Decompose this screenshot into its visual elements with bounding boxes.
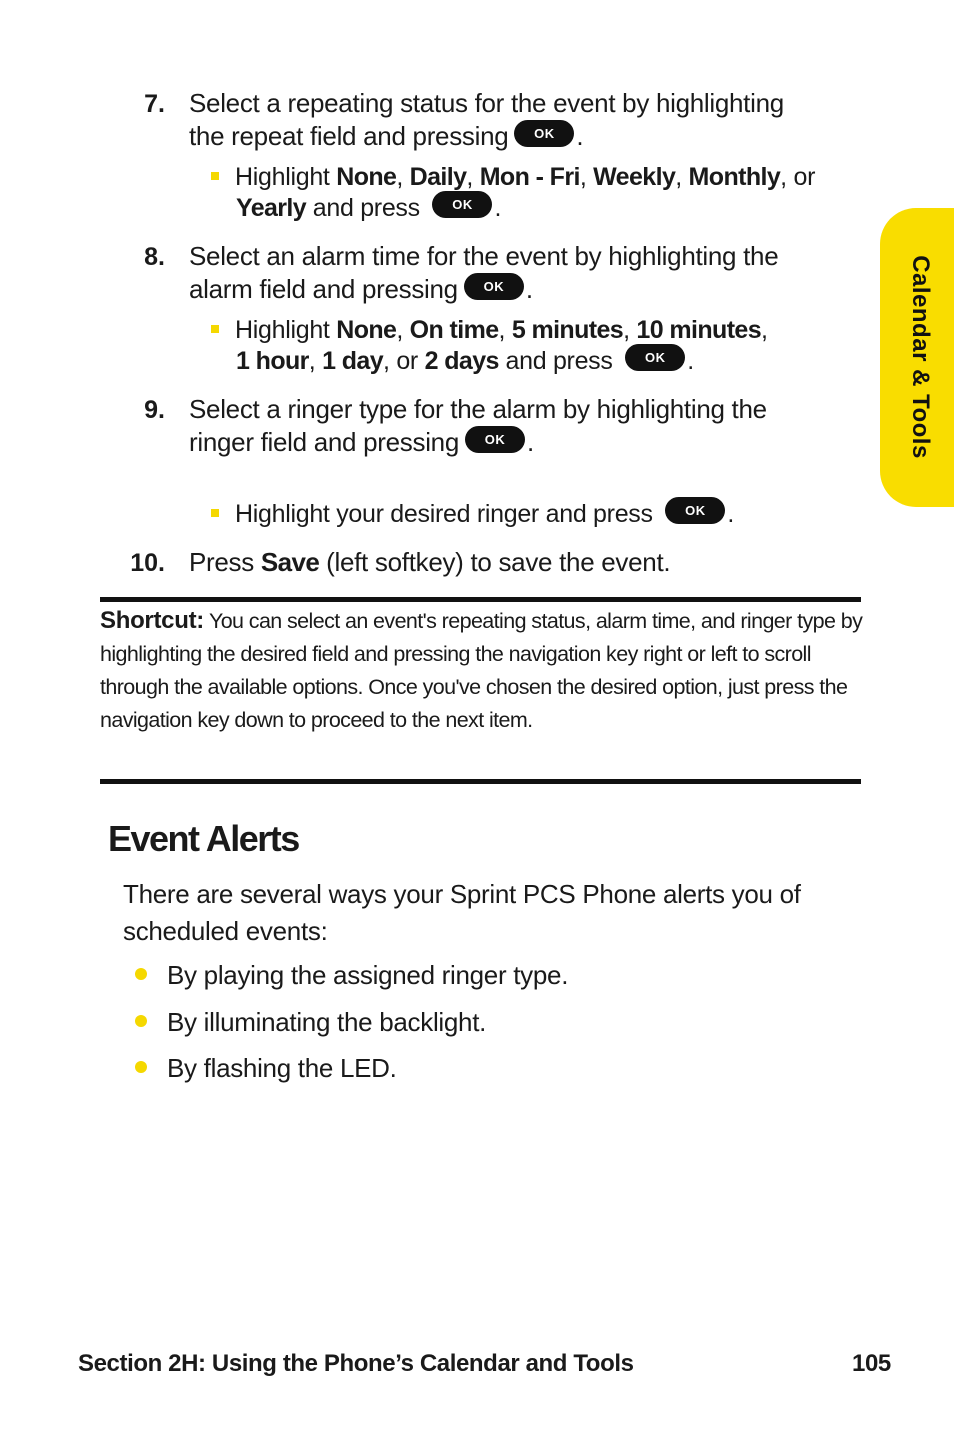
section-heading: Event Alerts xyxy=(108,818,299,859)
step-number: 7. xyxy=(144,90,165,118)
list-item: By illuminating the backlight. xyxy=(135,1007,486,1038)
side-tab xyxy=(880,208,954,507)
step-number: 8. xyxy=(144,243,165,271)
step-number: 10. xyxy=(130,549,165,577)
step-number: 9. xyxy=(144,396,165,424)
ok-key-icon: OK xyxy=(432,191,492,218)
bullet-dot-icon xyxy=(135,968,147,980)
bullet-dot-icon xyxy=(135,1015,147,1027)
ok-key-icon: OK xyxy=(625,344,685,371)
shortcut-text: You can select an event's repeating status, alarm time, and ringer type by highlighting the desired field and pressing the navigation key right or left to scroll through the available options. Once you've chosen the desired option, just press the navigation key down to proceed to the next item. xyxy=(100,609,863,732)
divider-top xyxy=(100,597,861,602)
side-tab-label: Calendar & Tools xyxy=(907,255,934,459)
step-7-line1: Select a repeating status for the event by highlighting xyxy=(189,88,784,118)
shortcut-note xyxy=(100,604,865,737)
square-bullet-icon xyxy=(211,509,219,517)
ok-key-icon: OK xyxy=(665,497,725,524)
square-bullet-icon xyxy=(211,325,219,333)
step-9-line1: Select a ringer type for the alarm by highlighting the xyxy=(189,394,767,424)
ok-key-icon: OK xyxy=(514,120,574,147)
step-7-option-list-cont: Yearly and press OK . xyxy=(236,194,501,223)
step-8-line2: alarm field and pressing OK . xyxy=(189,274,533,304)
step-8-option-list-cont: 1 hour, 1 day, or 2 days and press OK . xyxy=(236,347,694,376)
page-number: 105 xyxy=(852,1350,891,1377)
square-bullet-icon xyxy=(211,172,219,180)
step-7-option-list: Highlight None, Daily, Mon - Fri, Weekly, Monthly, or xyxy=(211,163,815,192)
bullet-dot-icon xyxy=(135,1061,147,1073)
step-9-line2: ringer field and pressing OK . xyxy=(189,427,534,457)
ok-key-icon: OK xyxy=(464,273,524,300)
step-10-text: Press Save (left softkey) to save the event. xyxy=(189,547,671,577)
step-8-line1: Select an alarm time for the event by highlighting the xyxy=(189,241,779,271)
divider-bottom xyxy=(100,779,861,784)
step-8-option-list: Highlight None, On time, 5 minutes, 10 minutes, xyxy=(211,316,768,345)
list-item: By flashing the LED. xyxy=(135,1053,397,1084)
footer-section-title: Section 2H: Using the Phone’s Calendar and Tools xyxy=(78,1350,634,1377)
list-item: By playing the assigned ringer type. xyxy=(135,960,568,991)
step-7-line2: the repeat field and pressing OK . xyxy=(189,121,584,151)
section-intro: There are several ways your Sprint PCS Phone alerts you of scheduled events: xyxy=(123,879,801,946)
ok-key-icon: OK xyxy=(465,426,525,453)
step-9-option: Highlight your desired ringer and press OK . xyxy=(211,500,734,529)
shortcut-label: Shortcut: xyxy=(100,607,204,634)
